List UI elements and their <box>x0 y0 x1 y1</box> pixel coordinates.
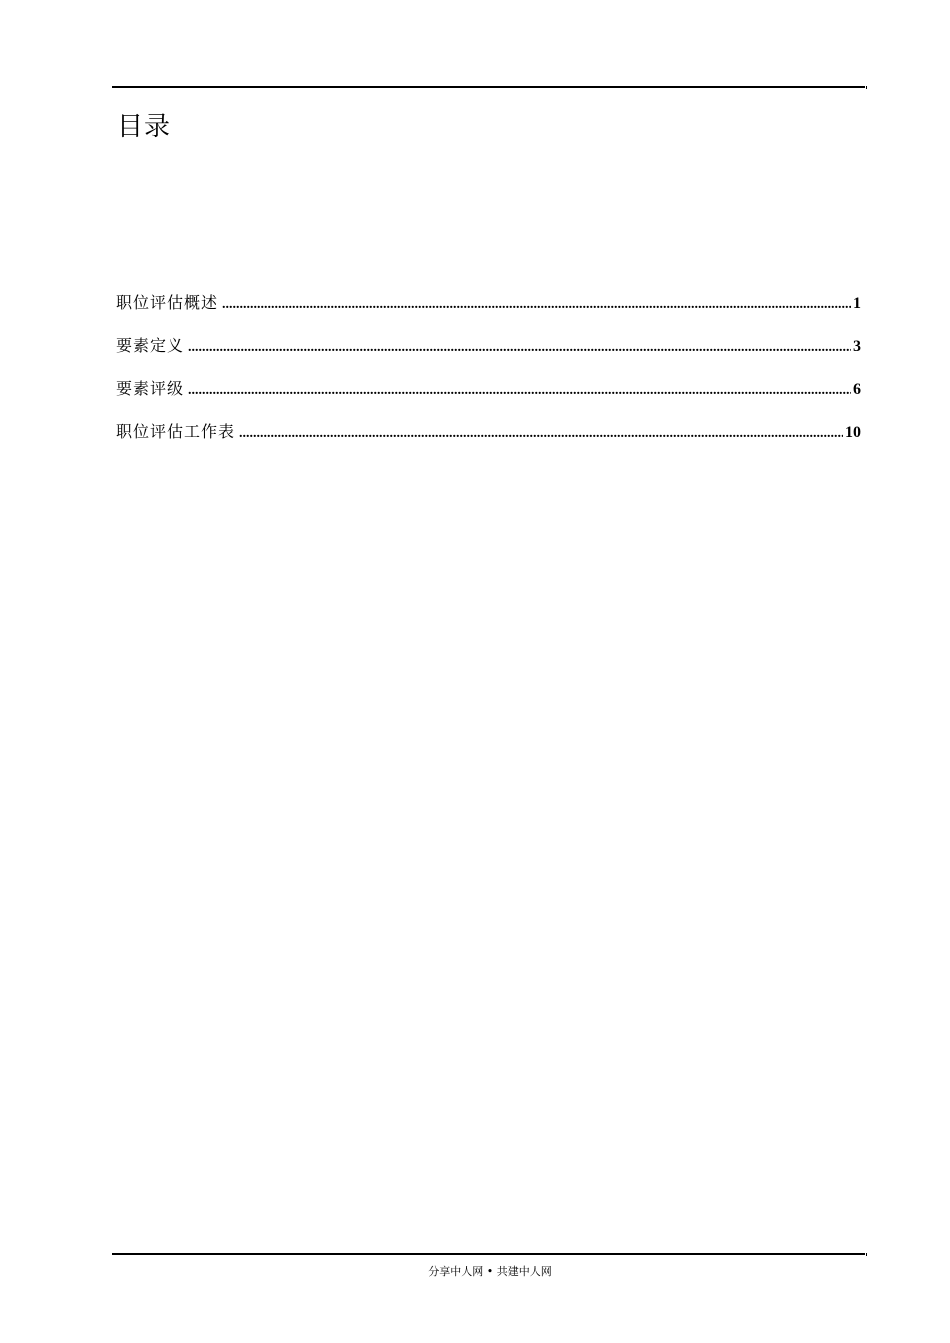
toc-entry[interactable] <box>116 333 861 376</box>
toc-entry[interactable] <box>116 290 861 333</box>
header-rule-end-mark <box>866 86 867 89</box>
page-footer: 分享中人网 • 共建中人网 <box>428 1265 552 1278</box>
footer-rule-end-mark <box>866 1253 867 1256</box>
page-title: 目录 <box>117 112 172 142</box>
toc-entry-label: 职位评估工作表 <box>116 422 236 441</box>
toc-dot-leader <box>188 383 851 399</box>
toc-entry-page: 1 <box>853 295 861 312</box>
toc-entry-label: 要素评级 <box>116 379 185 398</box>
toc-dot-leader <box>222 297 851 313</box>
toc-entry-page: 10 <box>845 424 861 441</box>
toc-entry[interactable] <box>116 419 861 462</box>
toc-entry-label: 要素定义 <box>116 336 185 355</box>
toc-entry-page: 6 <box>853 381 861 398</box>
header-rule <box>112 86 865 88</box>
toc-entry-page: 3 <box>853 338 861 355</box>
toc-dot-leader <box>188 340 851 356</box>
toc-entry[interactable] <box>116 376 861 419</box>
table-of-contents <box>116 290 861 462</box>
toc-dot-leader <box>239 426 843 442</box>
footer-rule <box>112 1253 865 1255</box>
toc-entry-label: 职位评估概述 <box>116 293 219 312</box>
